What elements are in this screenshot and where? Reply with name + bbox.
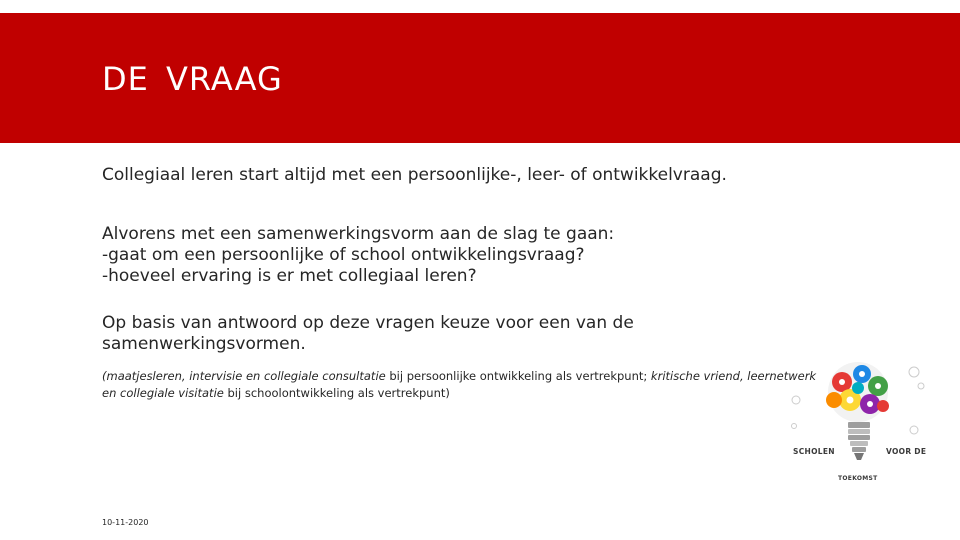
questions-line-3: -hoeveel ervaring is er met collegiaal leren? — [102, 266, 477, 286]
questions-line-1: Alvorens met een samenwerkingsvorm aan de slag te gaan: — [102, 224, 615, 244]
intro-paragraph: Collegiaal leren start altijd met een persoonlijke-, leer- of ontwikkelvraag. — [102, 165, 727, 185]
choice-line-2: samenwerkingsvormen. — [102, 334, 306, 354]
questions-line-2: -gaat om een persoonlijke of school ontwikkelingsvraag? — [102, 245, 585, 265]
choice-line-1: Op basis van antwoord op deze vragen keuze voor een van de — [102, 313, 634, 333]
forms-note-seg-4: bij schoolontwikkeling als vertrekpunt) — [227, 386, 450, 400]
logo-text-left: SCHOLEN — [793, 447, 835, 456]
scholen-voor-de-toekomst-logo — [790, 360, 930, 490]
forms-note-seg-1: (maatjesleren, intervisie en collegiale consultatie — [102, 369, 390, 383]
logo-text-bottom: TOEKOMST — [838, 475, 878, 482]
slide-title: DE VRAAG — [102, 60, 283, 98]
logo-text-right: VOOR DE — [886, 447, 927, 456]
choice-paragraph — [102, 313, 634, 355]
forms-note — [102, 368, 822, 402]
lightbulb-gears-icon — [790, 360, 930, 490]
footer-date: 10-11-2020 — [102, 518, 149, 527]
forms-note-seg-3: kritische vriend, leernetwerk en collegiale visitatie — [102, 369, 817, 400]
questions-paragraph — [102, 224, 614, 287]
forms-note-seg-2: bij persoonlijke ontwikkeling als vertrekpunt; — [389, 369, 648, 383]
